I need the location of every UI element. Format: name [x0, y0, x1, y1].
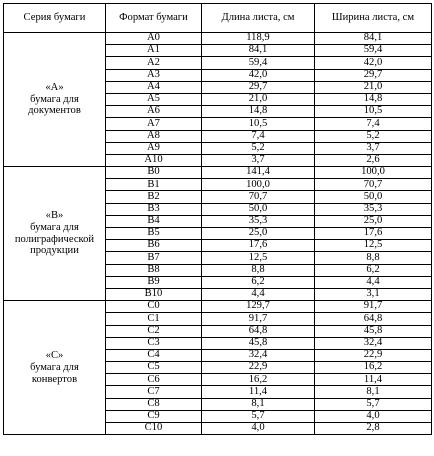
length-cell: 10,5	[202, 118, 315, 130]
length-cell: 22,9	[202, 362, 315, 374]
format-cell: A6	[106, 106, 202, 118]
length-cell: 42,0	[202, 69, 315, 81]
width-cell: 2,6	[315, 154, 432, 166]
length-cell: 3,7	[202, 154, 315, 166]
length-cell: 7,4	[202, 130, 315, 142]
series-label-line: «А»	[45, 81, 64, 93]
width-cell: 11,4	[315, 374, 432, 386]
width-cell: 8,1	[315, 386, 432, 398]
format-cell: A1	[106, 45, 202, 57]
table-body	[4, 33, 432, 435]
length-cell: 141,4	[202, 167, 315, 179]
length-cell: 16,2	[202, 374, 315, 386]
format-cell: C7	[106, 386, 202, 398]
length-cell: 129,7	[202, 301, 315, 313]
series-label-line: документов	[28, 105, 81, 117]
width-cell: 10,5	[315, 106, 432, 118]
series-label-line: конвертов	[31, 373, 78, 385]
format-cell: A8	[106, 130, 202, 142]
width-cell: 91,7	[315, 301, 432, 313]
header-format: Формат бумаги	[106, 4, 202, 33]
width-cell: 45,8	[315, 325, 432, 337]
width-cell: 64,8	[315, 313, 432, 325]
format-cell: B1	[106, 179, 202, 191]
format-cell: A5	[106, 93, 202, 105]
format-cell: C4	[106, 349, 202, 361]
header-row	[4, 4, 432, 33]
length-cell: 5,7	[202, 410, 315, 422]
format-cell: A4	[106, 81, 202, 93]
length-cell: 14,8	[202, 106, 315, 118]
width-cell: 42,0	[315, 57, 432, 69]
width-cell: 12,5	[315, 240, 432, 252]
series-label-line: бумага для	[30, 221, 79, 233]
format-cell: B8	[106, 264, 202, 276]
length-cell: 45,8	[202, 337, 315, 349]
width-cell: 25,0	[315, 215, 432, 227]
length-cell: 21,0	[202, 93, 315, 105]
width-cell: 3,1	[315, 288, 432, 300]
width-cell: 29,7	[315, 69, 432, 81]
format-cell: C1	[106, 313, 202, 325]
width-cell: 59,4	[315, 45, 432, 57]
series-label-line: полиграфической	[14, 233, 95, 245]
format-cell: A9	[106, 142, 202, 154]
format-cell: C3	[106, 337, 202, 349]
format-cell: C6	[106, 374, 202, 386]
width-cell: 22,9	[315, 349, 432, 361]
length-cell: 91,7	[202, 313, 315, 325]
width-cell: 5,7	[315, 398, 432, 410]
format-cell: C10	[106, 423, 202, 435]
width-cell: 100,0	[315, 167, 432, 179]
length-cell: 4,4	[202, 288, 315, 300]
width-cell: 5,2	[315, 130, 432, 142]
length-cell: 35,3	[202, 215, 315, 227]
format-cell: B2	[106, 191, 202, 203]
length-cell: 118,9	[202, 33, 315, 45]
format-cell: B5	[106, 228, 202, 240]
format-cell: B9	[106, 276, 202, 288]
width-cell: 6,2	[315, 264, 432, 276]
format-cell: B0	[106, 167, 202, 179]
series-label-line: продукции	[30, 245, 79, 257]
width-cell: 32,4	[315, 337, 432, 349]
width-cell: 4,0	[315, 410, 432, 422]
length-cell: 70,7	[202, 191, 315, 203]
table-header	[4, 4, 432, 33]
table-row	[4, 167, 432, 179]
length-cell: 8,1	[202, 398, 315, 410]
format-cell: B6	[106, 240, 202, 252]
length-cell: 6,2	[202, 276, 315, 288]
length-cell: 29,7	[202, 81, 315, 93]
format-cell: C9	[106, 410, 202, 422]
width-cell: 70,7	[315, 179, 432, 191]
format-cell: A7	[106, 118, 202, 130]
format-cell: C8	[106, 398, 202, 410]
format-cell: B10	[106, 288, 202, 300]
width-cell: 2,8	[315, 423, 432, 435]
width-cell: 50,0	[315, 191, 432, 203]
width-cell: 8,8	[315, 252, 432, 264]
format-cell: B7	[106, 252, 202, 264]
series-label-line: «В»	[45, 209, 64, 221]
format-cell: A10	[106, 154, 202, 166]
table-row	[4, 301, 432, 313]
width-cell: 14,8	[315, 93, 432, 105]
header-series: Серия бумаги	[4, 4, 106, 33]
header-length: Длина листа, см	[202, 4, 315, 33]
length-cell: 11,4	[202, 386, 315, 398]
length-cell: 5,2	[202, 142, 315, 154]
width-cell: 16,2	[315, 362, 432, 374]
format-cell: C5	[106, 362, 202, 374]
series-label-line: бумага для	[30, 361, 79, 373]
format-cell: C2	[106, 325, 202, 337]
format-cell: A2	[106, 57, 202, 69]
length-cell: 100,0	[202, 179, 315, 191]
width-cell: 7,4	[315, 118, 432, 130]
length-cell: 32,4	[202, 349, 315, 361]
header-width: Ширина листа, см	[315, 4, 432, 33]
length-cell: 59,4	[202, 57, 315, 69]
length-cell: 64,8	[202, 325, 315, 337]
format-cell: B3	[106, 203, 202, 215]
format-cell: B4	[106, 215, 202, 227]
length-cell: 12,5	[202, 252, 315, 264]
length-cell: 4,0	[202, 423, 315, 435]
width-cell: 17,6	[315, 228, 432, 240]
width-cell: 21,0	[315, 81, 432, 93]
width-cell: 4,4	[315, 276, 432, 288]
series-label-line: бумага для	[30, 93, 79, 105]
length-cell: 8,8	[202, 264, 315, 276]
paper-formats-table	[3, 3, 432, 435]
format-cell: A3	[106, 69, 202, 81]
format-cell: C0	[106, 301, 202, 313]
length-cell: 25,0	[202, 228, 315, 240]
series-label-line: «С»	[45, 349, 64, 361]
width-cell: 35,3	[315, 203, 432, 215]
length-cell: 17,6	[202, 240, 315, 252]
format-cell: A0	[106, 33, 202, 45]
series-label-cell	[4, 167, 106, 301]
series-label-cell	[4, 301, 106, 435]
length-cell: 84,1	[202, 45, 315, 57]
table-row	[4, 33, 432, 45]
series-label-cell	[4, 33, 106, 167]
width-cell: 84,1	[315, 33, 432, 45]
width-cell: 3,7	[315, 142, 432, 154]
length-cell: 50,0	[202, 203, 315, 215]
